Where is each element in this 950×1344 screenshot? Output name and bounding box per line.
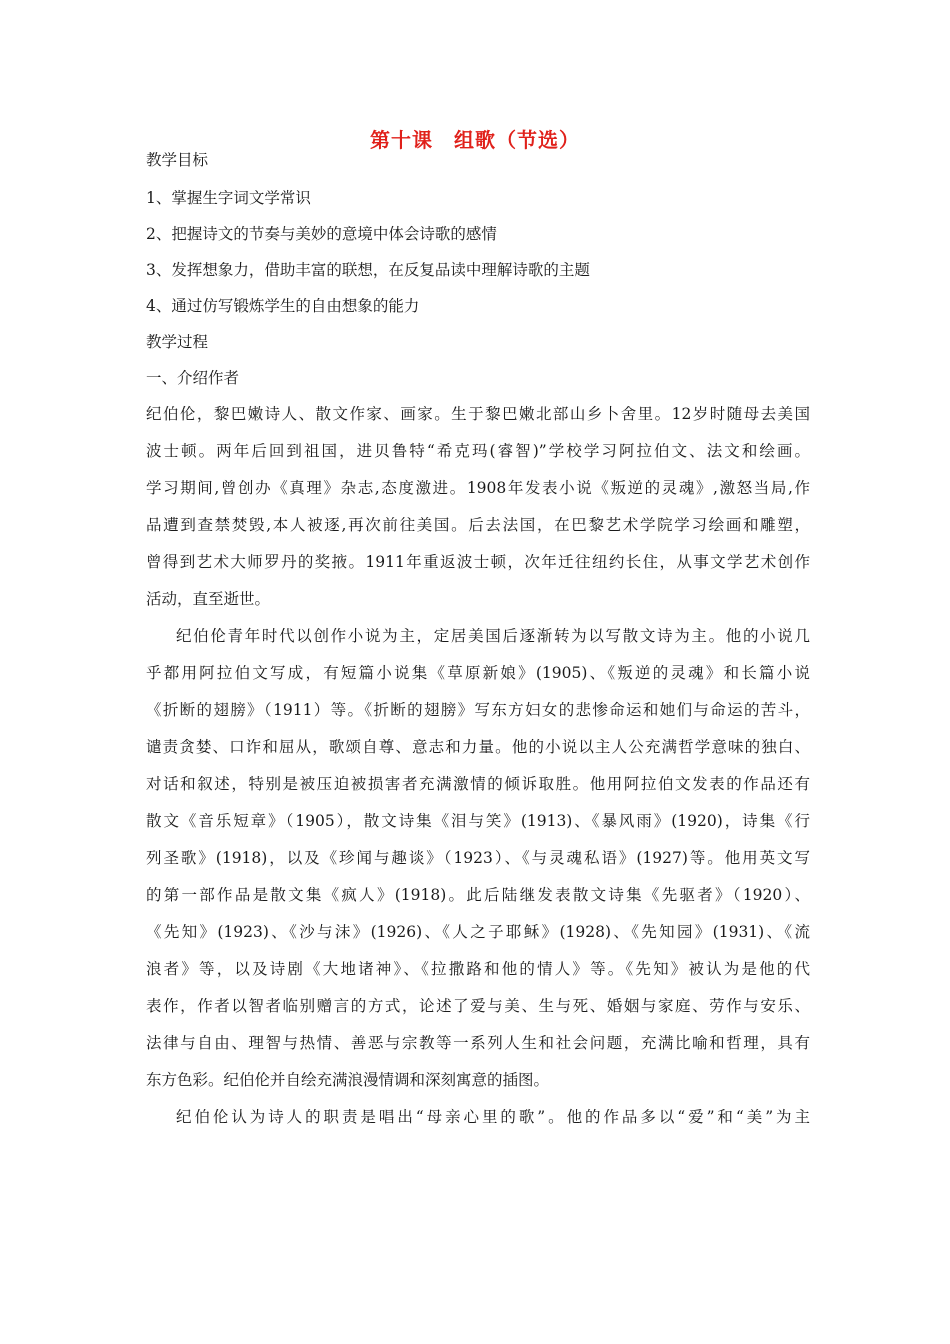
- paragraph-line: 《先知》(1923)、《沙与沫》(1926)、《人之子耶稣》(1928)、《先知园》(1931)、《流: [146, 923, 810, 941]
- paragraph-line: 东方色彩。纪伯伦并自绘充满浪漫情调和深刻寓意的插图。: [146, 1071, 550, 1089]
- paragraph-line: 《折断的翅膀》（1911）等。《折断的翅膀》写东方妇女的悲惨命运和她们与命运的苦斗，: [146, 701, 810, 719]
- objective-item-4: 4、通过仿写锻炼学生的自由想象的能力: [146, 297, 420, 315]
- objective-item-1: 1、掌握生字词文学常识: [146, 189, 311, 207]
- paragraph-line: 波士顿。两年后回到祖国，进贝鲁特“希克玛(睿智)”学校学习阿拉伯文、法文和绘画。: [146, 442, 810, 460]
- paragraph-line: 学习期间,曾创办《真理》杂志,态度激进。1908年发表小说《叛逆的灵魂》,激怒当局,作: [146, 479, 810, 497]
- section-heading-process: 教学过程: [146, 333, 209, 351]
- paragraph-line: 活动，直至逝世。: [146, 590, 271, 608]
- paragraph-line: 的第一部作品是散文集《疯人》(1918)。此后陆继发表散文诗集《先驱者》（1920）、: [146, 886, 810, 904]
- paragraph-line: 对话和叙述，特别是被压迫被损害者充满激情的倾诉取胜。他用阿拉伯文发表的作品还有: [146, 775, 810, 793]
- paragraph-line: 纪伯伦青年时代以创作小说为主，定居美国后逐渐转为以写散文诗为主。他的小说几: [176, 627, 810, 645]
- objective-item-2: 2、把握诗文的节奏与美妙的意境中体会诗歌的感情: [146, 225, 497, 243]
- paragraph-line: 列圣歌》(1918)，以及《珍闻与趣谈》（1923）、《与灵魂私语》(1927)等。他用英文写: [146, 849, 810, 867]
- paragraph-line: 品遭到查禁焚毁,本人被逐,再次前往美国。后去法国，在巴黎艺术学院学习绘画和雕塑，: [146, 516, 810, 534]
- paragraph-line: 表作，作者以智者临别赠言的方式，论述了爱与美、生与死、婚姻与家庭、劳作与安乐、: [146, 997, 810, 1015]
- paragraph-line: 法律与自由、理智与热情、善恶与宗教等一系列人生和社会问题，充满比喻和哲理，具有: [146, 1034, 810, 1052]
- paragraph-line: 谴责贪婪、口诈和屈从，歌颂自尊、意志和力量。他的小说以主人公充满哲学意味的独白、: [146, 738, 810, 756]
- paragraph-line: 曾得到艺术大师罗丹的奖掖。1911年重返波士顿，次年迁往纽约长住，从事文学艺术创作: [146, 553, 810, 571]
- paragraph-line: 散文《音乐短章》（1905），散文诗集《泪与笑》(1913)、《暴风雨》(1920)，诗集《行: [146, 812, 810, 830]
- paragraph-line: 浪者》等，以及诗剧《大地诸神》、《拉撒路和他的情人》等。《先知》被认为是他的代: [146, 960, 810, 978]
- objective-item-3: 3、发挥想象力，借助丰富的联想，在反复品读中理解诗歌的主题: [146, 261, 590, 279]
- section-heading-objectives: 教学目标: [146, 151, 209, 169]
- paragraph-line: 乎都用阿拉伯文写成，有短篇小说集《草原新娘》(1905)、《叛逆的灵魂》和长篇小说: [146, 664, 810, 682]
- subsection-heading-author: 一、介绍作者: [146, 369, 240, 387]
- paragraph-line: 纪伯伦认为诗人的职责是唱出“母亲心里的歌”。他的作品多以“爱”和“美”为主: [176, 1108, 810, 1126]
- paragraph-line: 纪伯伦，黎巴嫩诗人、散文作家、画家。生于黎巴嫩北部山乡卜舍里。12岁时随母去美国: [146, 405, 810, 423]
- lesson-title: 第十课 组歌（节选）: [370, 128, 580, 152]
